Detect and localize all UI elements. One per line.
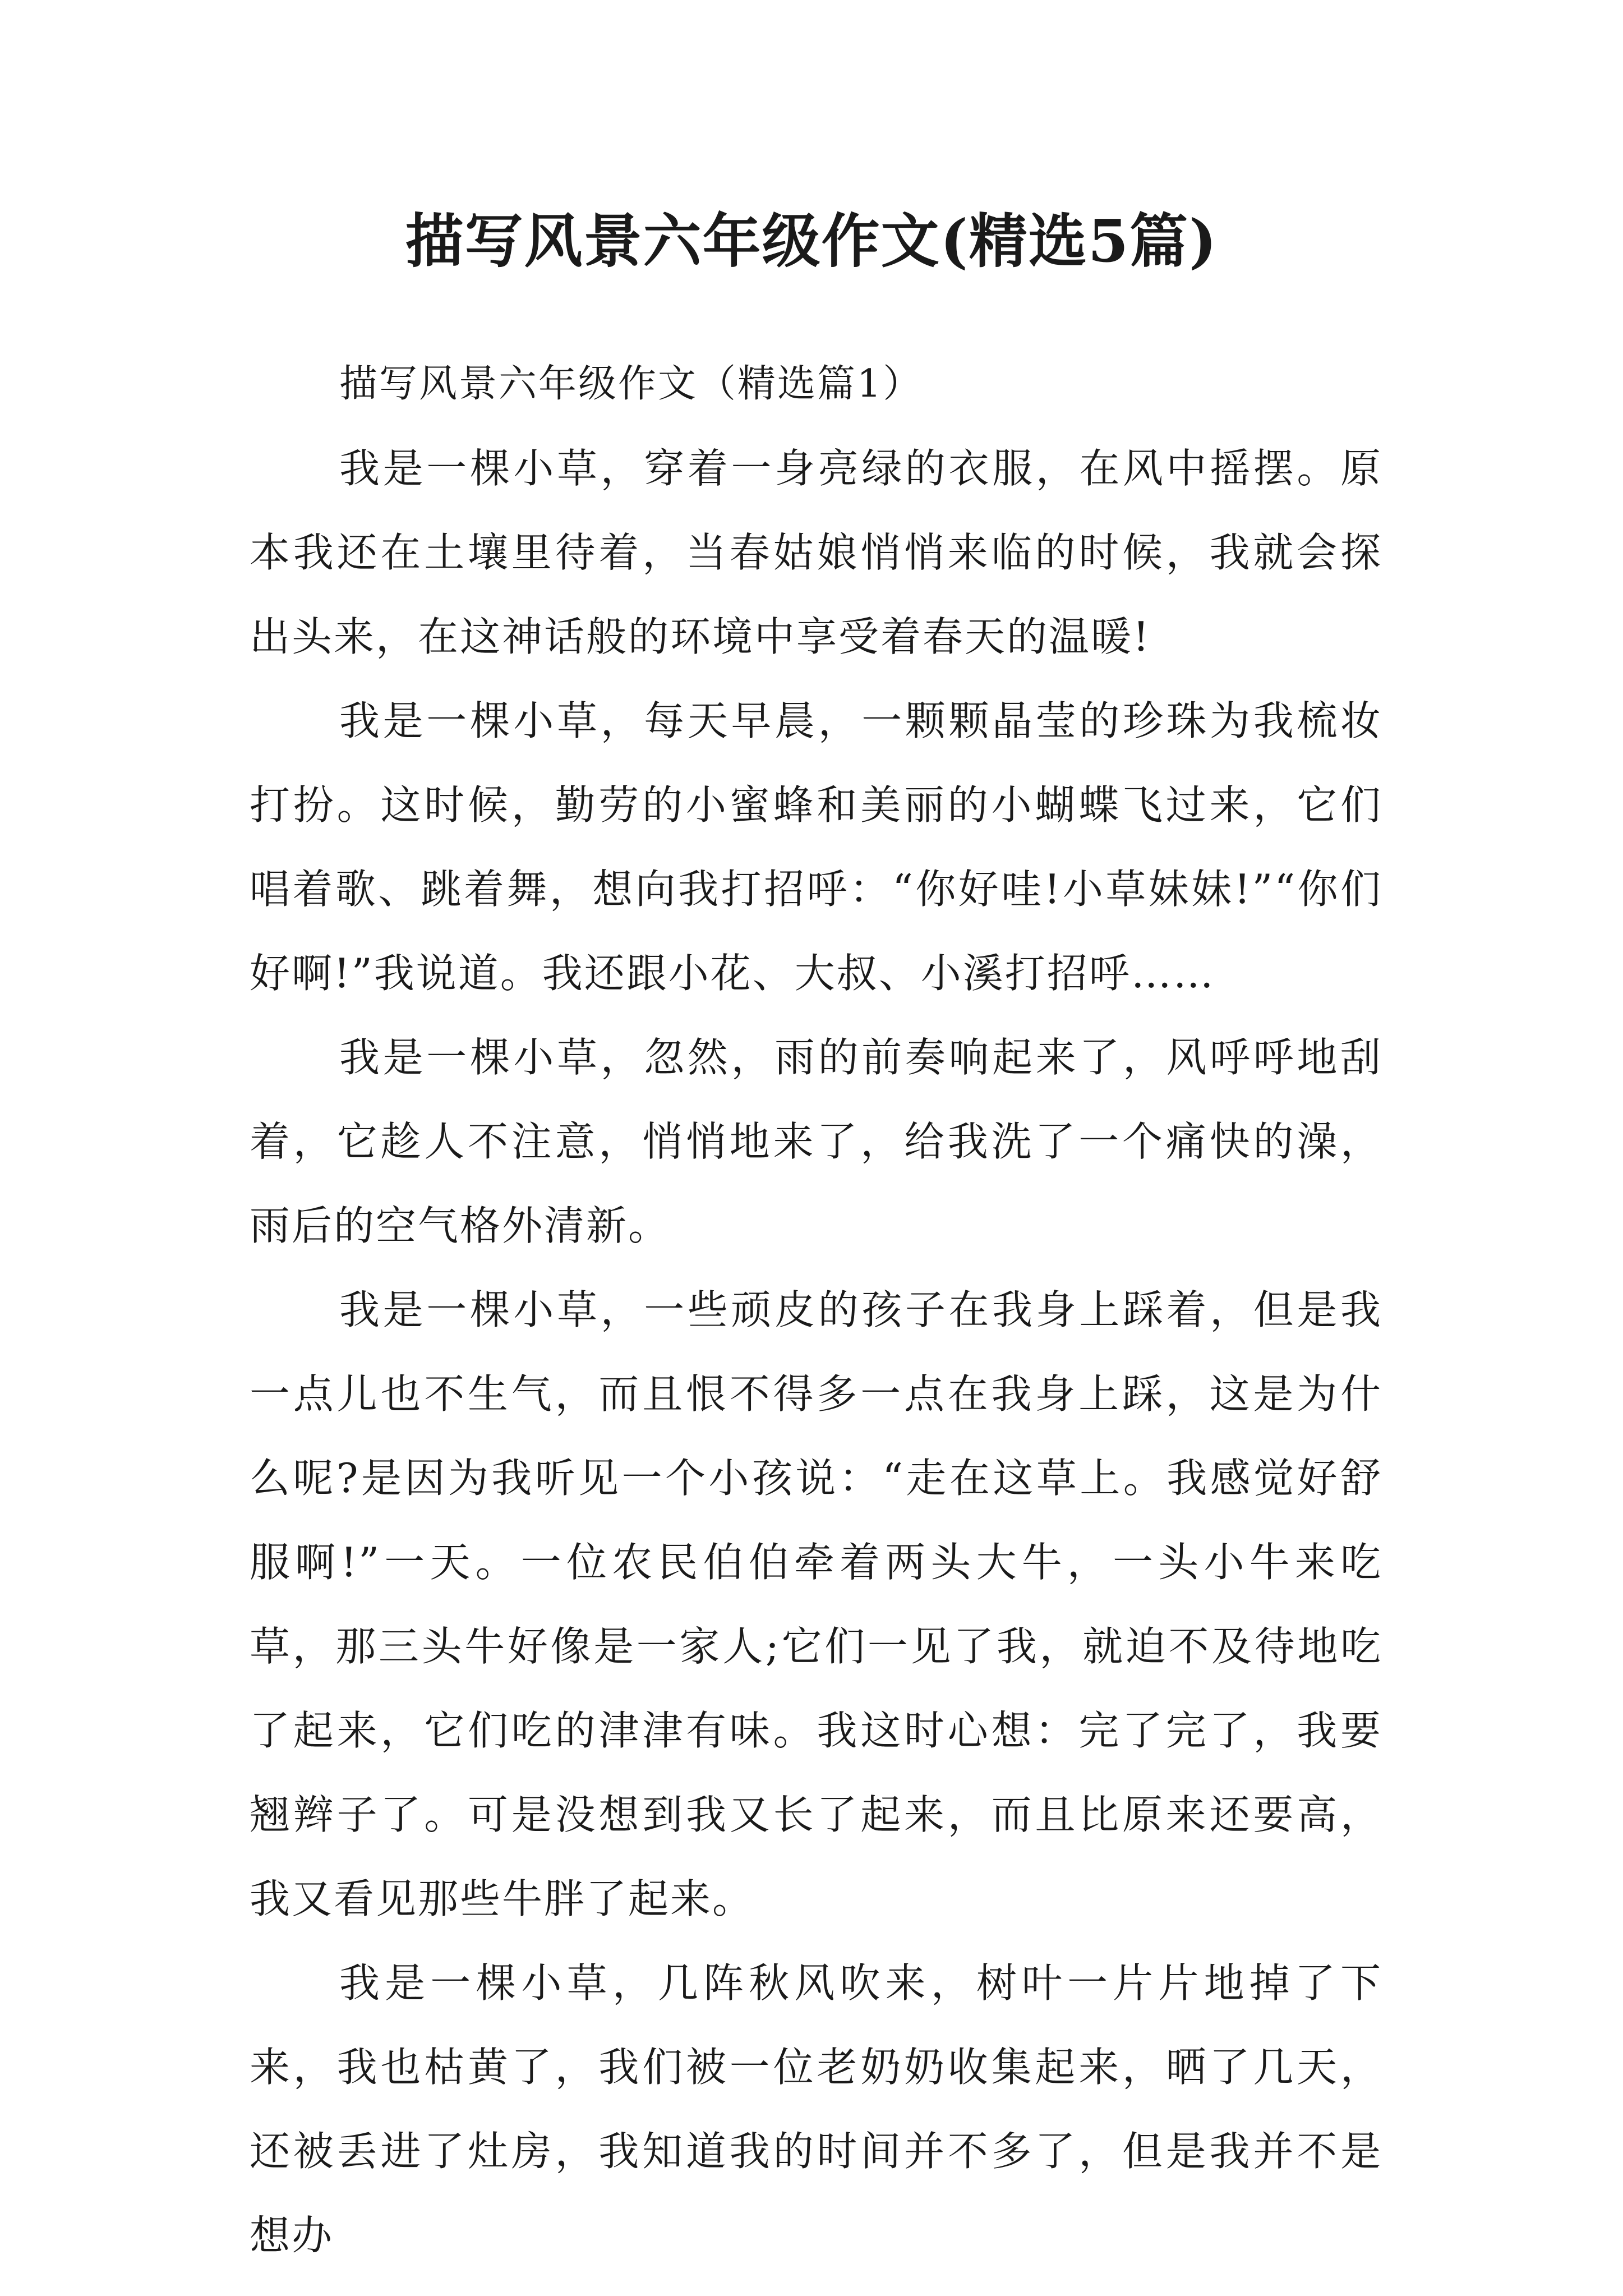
paragraph: 我是一棵小草，一些顽皮的孩子在我身上踩着，但是我一点儿也不生气，而且恨不得多一点在我身上踩，这是为什么呢?是因为我听见一个小孩说：“走在这草上。我感觉好舒服啊!”一天。一位农民伯伯牵着两头大牛，一头小牛来吃草，那三头牛好像是一家人;它们一见了我，就迫不及待地吃了起来，它们吃的津津有味。我这时心想：完了完了，我要翘辫子了。可是没想到我又长了起来，而且比原来还要高，我又看见那些牛胖了起来。	[250, 1286, 1382, 1922]
paragraph: 我是一棵小草，忽然，雨的前奏响起来了，风呼呼地刮着，它趁人不注意，悄悄地来了，给我洗了一个痛快的澡，雨后的空气格外清新。	[250, 1034, 1382, 1249]
paragraph: 我是一棵小草，穿着一身亮绿的衣服，在风中摇摆。原本我还在土壤里待着，当春姑娘悄悄来临的时候，我就会探出头来，在这神话般的环境中享受着春天的温暖!	[250, 445, 1382, 660]
document-title: 描写风景六年级作文(精选5篇)	[405, 206, 1218, 275]
paragraph: 我是一棵小草，几阵秋风吹来，树叶一片片地掉了下来，我也枯黄了，我们被一位老奶奶收集起来，晒了几天，还被丢进了灶房，我知道我的时间并不多了，但是我并不是想办	[250, 1959, 1382, 2259]
section-heading: 描写风景六年级作文（精选篇1）	[339, 362, 923, 406]
paragraph: 我是一棵小草，每天早晨，一颗颗晶莹的珍珠为我梳妆打扮。这时候，勤劳的小蜜蜂和美丽的小蝴蝶飞过来，它们唱着歌、跳着舞，想向我打招呼：“你好哇!小草妹妹!”“你们好啊!”我说道。我还跟小花、大叔、小溪打招呼……	[250, 697, 1382, 997]
document-body	[250, 342, 1382, 2277]
